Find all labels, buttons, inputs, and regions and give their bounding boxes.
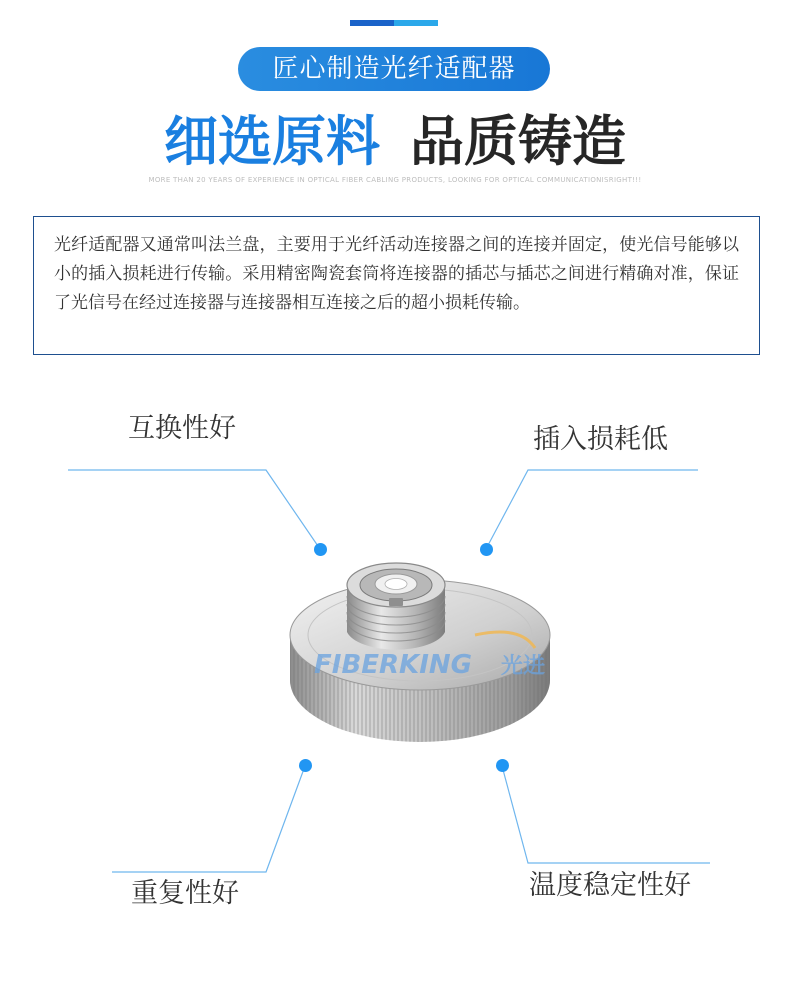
callout-dot-bottom-right bbox=[496, 759, 509, 772]
headline-dark: 品质铸造 bbox=[410, 110, 626, 173]
fiber-adapter-image bbox=[285, 540, 555, 760]
callout-line-top-right bbox=[486, 470, 698, 549]
callout-line-bottom-right bbox=[502, 766, 710, 863]
feature-low-insertion-loss: 插入损耗低 bbox=[533, 424, 668, 455]
callout-line-bottom-left bbox=[112, 766, 305, 872]
description-text: 光纤适配器又通常叫法兰盘，主要用于光纤活动连接器之间的连接并固定，使光信号能够以小的插入损耗进行传输。采用精密陶瓷套筒将连接器的插芯与插芯之间进行精确对准，保证了光信号在经过连接器与连接器相互连接之后的超小损耗传输。 bbox=[54, 235, 739, 313]
callout-dot-bottom-left bbox=[299, 759, 312, 772]
brand-watermark: FIBERKING bbox=[314, 650, 472, 680]
section-badge: 匠心制造光纤适配器 bbox=[238, 47, 550, 91]
feature-temperature-stability: 温度稳定性好 bbox=[529, 870, 691, 901]
english-subtitle: MORE THAN 20 YEARS OF EXPERIENCE IN OPTICAL FIBER CABLING PRODUCTS, LOOKING FOR OPTICAL COMMUNICATIONISRIGHT!!! bbox=[148, 176, 642, 184]
brand-watermark-cn: 光进 bbox=[500, 654, 546, 679]
callout-line-top-left bbox=[68, 470, 320, 549]
headline-blue: 细选原料 bbox=[164, 110, 380, 173]
feature-interchangeability: 互换性好 bbox=[128, 413, 236, 444]
feature-repeatability: 重复性好 bbox=[131, 878, 239, 909]
